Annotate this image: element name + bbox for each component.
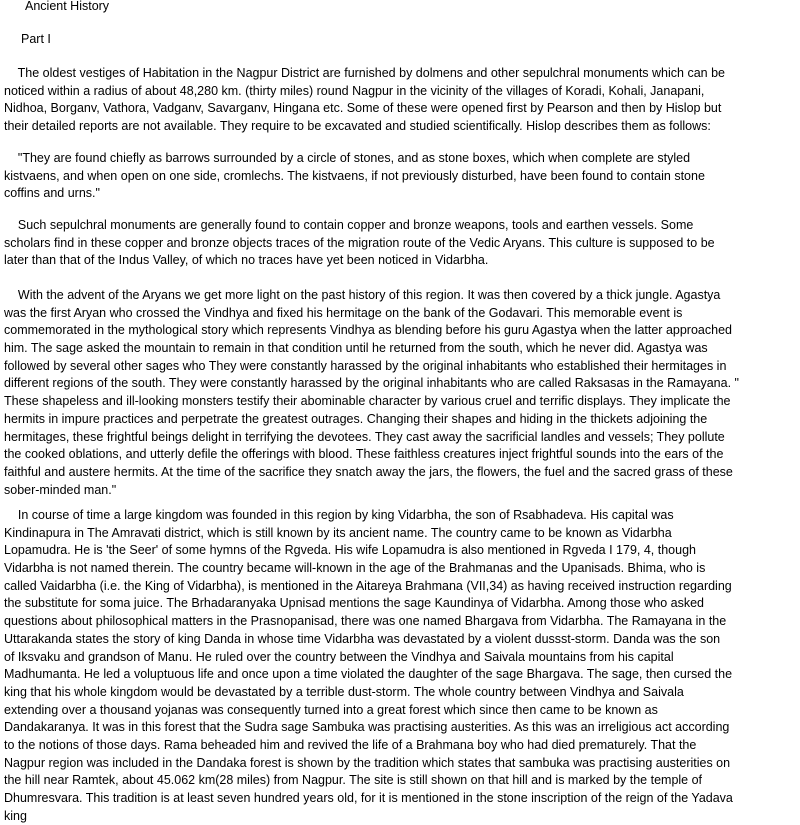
text-line: kistvaens, and when open on one side, cromlechs. The kistvaens, if not previously disturbed, have been found to contain stone [4, 168, 705, 183]
text-line: to the notions of those days. Rama beheaded him and revived the life of a Brahmana boy who had died prematurely. That the [4, 737, 697, 752]
text-line: faithful and austere hermits. At the time of the sacrifice they snatch away the jars, the flowers, the fuel and the sacred grass of these [4, 464, 733, 479]
part-label: Part I [21, 32, 51, 46]
text-line: Dhumresvara. This tradition is at least seven hundred years old, for it is mentioned in the stone inscription of the reign of the Yadava [4, 791, 733, 805]
page-heading: Ancient History [25, 0, 110, 13]
text-line: coffins and urns." [4, 186, 100, 201]
text-line: the hill near Ramtek, about 45.062 km(28 miles) from Nagpur. The site is still shown on that hill and is marked by the temple of [4, 773, 703, 788]
text-line: the substitute for soma juice. The Brhadaranyaka Upnisad mentions the sage Kaundinya of Vidarbha. Among those who asked [4, 596, 704, 611]
text-line: their detailed reports are not available. They require to be excavated and studied scientifically. Hislop describes them as follows: [4, 119, 711, 134]
text-line: With the advent of the Aryans we get more light on the past history of this region. It was then covered by a thick jungle. Agastya [4, 288, 721, 302]
text-line: In course of time a large kingdom was founded in this region by king Vidarbha, the son of Rsabhadeva. His capital was [4, 508, 674, 522]
text-line: hermitages, these frightful beings delight in terrifying the devotees. They cast away the sacrificial landles and vessels; They pollute [4, 429, 725, 444]
text-line: later than that of the Indus Valley, of which no traces have yet been noticed in Vidarbha. [4, 253, 489, 268]
text-line: Vidarbha is not named therein. The country became will-known in the age of the Brahmanas and the Upanisads. Bhima, who is [4, 561, 706, 576]
text-line: commemorated in the mythological story which represents Vindhya as blending before his guru Agastya when the latter approached [4, 323, 732, 338]
text-line: The oldest vestiges of Habitation in the Nagpur District are furnished by dolmens and other sepulchral monuments which can be [4, 66, 725, 80]
text-line: of Iksvaku and grandson of Manu. He ruled over the country between the Vindhya and Saivala mountains from his capital [4, 649, 674, 664]
text-line: Nidhoa, Borganv, Vathora, Vadganv, Savarganv, Hingana etc. Some of these were opened first by Pearson and then by Hislop but [4, 101, 722, 116]
text-line: king [4, 808, 27, 823]
text-line: Lopamudra. He is 'the Seer' of some hymns of the Rgveda. His wife Lopamudra is also mentioned in Rgveda I 179, 4, though [4, 543, 696, 558]
text-line: hermits in impure practices and perpetrate the greatest outrages. Changing their shapes and hiding in the thickets adjoining the [4, 411, 708, 426]
text-line: noticed within a radius of about 48,280 km. (thirty miles) round Nagpur in the vicinity of the villages of Koradi, Kohali, Janapani, [4, 83, 705, 98]
text-line: Such sepulchral monuments are generally found to contain copper and bronze weapons, tools and earthen vessels. Some [4, 218, 694, 232]
paragraph-dolmens [4, 65, 796, 136]
text-line: called Vaidarbha (i.e. the King of Vidarbha), is mentioned in the Aitareya Brahmana (VII,34) as having received instruction regarding [4, 578, 732, 593]
text-line: him. The sage asked the mountain to remain in that condition until he returned from the south, which he never did. Agastya was [4, 341, 708, 356]
paragraph-sepulchral [4, 217, 796, 270]
paragraph-aryans [4, 287, 796, 499]
text-line: followed by several other sages who They were constantly harassed by the original inhabitants who established their hermitages in [4, 358, 727, 373]
text-line: king that his whole kingdom would be devastated by a terrible dust-storm. The whole country between Vindhya and Saivala [4, 684, 684, 699]
text-line: Nagpur region was included in the Dandaka forest is shown by the tradition which states that sambuka was practising austerities on [4, 755, 731, 770]
text-line: questions about philosophical matters in the Prasnopanisad, there was one named Bhargava from Vidarbha. The Ramayana in the [4, 614, 727, 629]
text-line: "They are found chiefly as barrows surrounded by a circle of stones, and as stone boxes, which when complete are styled [4, 151, 691, 165]
text-line: Dandakaranya. It was in this forest that the Sudra sage Sambuka was practising austerities. As this was an irreligious act according [4, 720, 730, 735]
text-line: scholars find in these copper and bronze objects traces of the migration route of the Vedic Aryans. This culture is supposed to be [4, 235, 715, 250]
text-line: different regions of the south. They were constantly harassed by the original inhabitants who are called Raksasas in the Ramayana. " [4, 376, 739, 391]
text-line: These shapeless and ill-looking monsters testify their abominable character by various cruel and terrific displays. They implicate the [4, 394, 731, 409]
text-line: sober-minded man." [4, 482, 117, 497]
text-line: Uttarakanda states the story of king Danda in whose time Vidarbha was devastated by a violent dussst-storm. Danda was the son [4, 631, 721, 646]
text-line: was the first Aryan who crossed the Vindhya and fixed his hermitage on the bank of the Godavari. This memorable event is [4, 305, 683, 320]
text-line: Kindinapura in The Amravati district, which is still known by its ancient name. The country came to be known as Vidarbha [4, 525, 672, 540]
paragraph-vidarbha-kingdom [4, 507, 796, 825]
text-line: the cooked oblations, and utterly defile the offerings with blood. These faithless creatures inject frightful sounds into the ears of the [4, 447, 724, 462]
text-line: Madhumanta. He led a voluptuous life and once upon a time violated the daughter of the sage Bhargava. The sage, then cursed the [4, 667, 733, 682]
text-line: extending over a thousand yojanas was consequently turned into a great forest which since then came to be known as [4, 702, 658, 717]
paragraph-hislop-quote [4, 150, 796, 203]
